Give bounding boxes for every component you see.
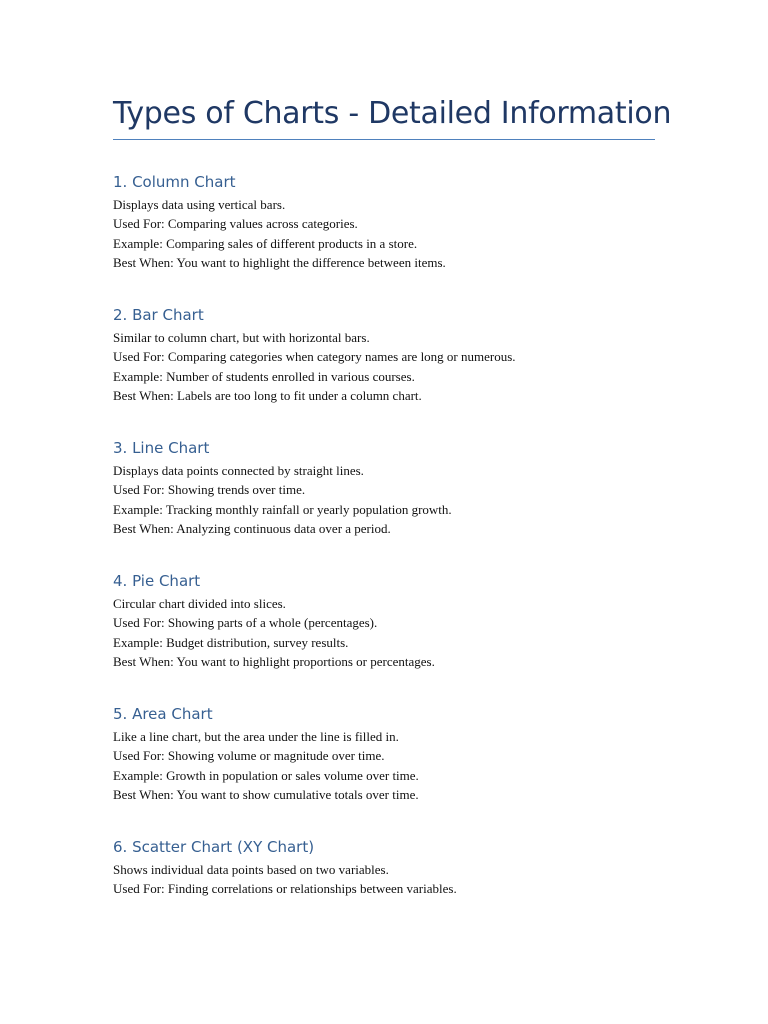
section-heading: 1. Column Chart [113, 173, 236, 191]
section-used-for: Used For: Showing trends over time. [113, 482, 306, 498]
section-example: Example: Comparing sales of different products in a store. [113, 235, 418, 251]
section-best-when: Best When: Analyzing continuous data over a period. [113, 520, 391, 536]
section-best-when: Best When: You want to highlight proportions or percentages. [113, 653, 435, 669]
section-description: Like a line chart, but the area under the line is filled in. [113, 729, 399, 744]
section-used-for: Used For: Showing volume or magnitude over time. [113, 748, 385, 764]
section-example: Example: Growth in population or sales volume over time. [113, 767, 419, 783]
section-description: Similar to column chart, but with horizontal bars. [113, 330, 370, 345]
section-pie-chart [113, 570, 673, 671]
section-bar-chart [113, 304, 673, 405]
section-heading: 3. Line Chart [113, 439, 210, 457]
section-heading: 6. Scatter Chart (XY Chart) [113, 838, 315, 856]
section-heading: 5. Area Chart [113, 705, 213, 723]
section-line-chart [113, 437, 673, 538]
section-column-chart [113, 171, 673, 272]
section-area-chart [113, 703, 673, 804]
section-description: Shows individual data points based on two variables. [113, 862, 389, 877]
section-used-for: Used For: Comparing categories when category names are long or numerous. [113, 349, 516, 365]
section-heading: 2. Bar Chart [113, 306, 204, 324]
section-example: Example: Budget distribution, survey results. [113, 634, 349, 650]
section-heading: 4. Pie Chart [113, 572, 201, 590]
section-description: Displays data points connected by straight lines. [113, 463, 364, 478]
section-example: Example: Number of students enrolled in various courses. [113, 368, 415, 384]
section-description: Displays data using vertical bars. [113, 197, 286, 212]
section-scatter-chart [113, 836, 673, 899]
section-used-for: Used For: Comparing values across categories. [113, 216, 358, 232]
section-example: Example: Tracking monthly rainfall or yearly population growth. [113, 501, 452, 517]
title-underline [113, 139, 655, 140]
section-used-for: Used For: Showing parts of a whole (percentages). [113, 615, 378, 631]
section-used-for: Used For: Finding correlations or relationships between variables. [113, 881, 457, 897]
section-best-when: Best When: You want to highlight the difference between items. [113, 254, 446, 270]
section-description: Circular chart divided into slices. [113, 596, 286, 611]
page-title: Types of Charts - Detailed Information [113, 96, 672, 131]
section-best-when: Best When: Labels are too long to fit under a column chart. [113, 387, 422, 403]
section-best-when: Best When: You want to show cumulative totals over time. [113, 786, 419, 802]
